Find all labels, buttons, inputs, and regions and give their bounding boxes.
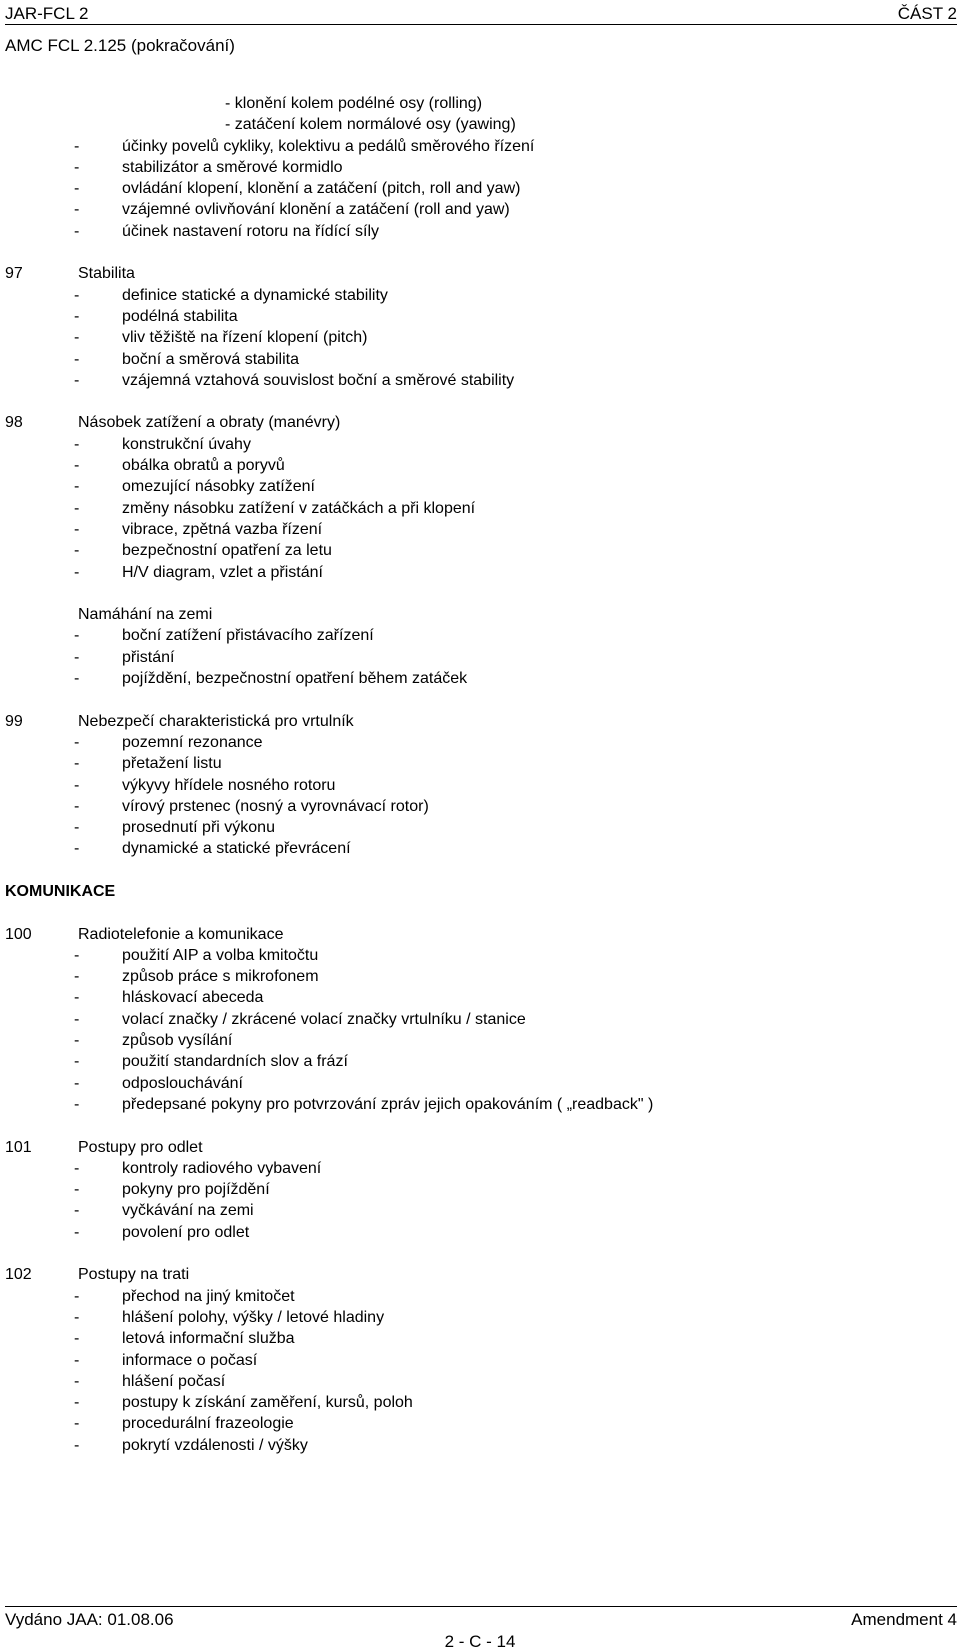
document-body [0,93,960,1456]
item-dash: - [74,371,80,389]
item-dash: - [74,1436,80,1454]
item-dash: - [74,648,80,666]
list-item [0,1009,960,1030]
section-title: Postupy pro odlet [78,1138,203,1156]
item-text: vliv těžiště na řízení klopení (pitch) [122,329,368,347]
list-item [0,349,960,370]
footer-right: Amendment 4 [851,1610,957,1629]
section-number: 100 [5,925,32,943]
item-text: omezující násobky zatížení [122,478,315,496]
item-dash: - [74,307,80,325]
section-heading [0,1137,960,1158]
item-dash: - [74,435,80,453]
item-text: výkyvy hřídele nosného rotoru [122,776,336,794]
list-item [0,498,960,519]
list-item [0,455,960,476]
item-text: vzájemné ovlivňování klonění a zatáčení (roll and yaw) [122,201,510,219]
item-dash: - [74,733,80,751]
item-text: předepsané pokyny pro potvrzování zpráv jejich opakováním ( „readback" ) [122,1095,654,1113]
item-text: procedurální frazeologie [122,1415,294,1433]
item-dash: - [74,776,80,794]
item-dash: - [74,1095,80,1113]
item-text: změny násobku zatížení v zatáčkách a při klopení [122,499,476,517]
list-subitem [0,93,960,114]
header-subtitle: AMC FCL 2.125 (pokračování) [5,36,235,55]
item-text: hláskovací abeceda [122,989,264,1007]
section-heading [0,1264,960,1285]
page-footer [5,1609,957,1631]
item-text: vyčkávání na zemi [122,1202,254,1220]
list-item [0,1222,960,1243]
item-dash: - [74,286,80,304]
list-item [0,987,960,1008]
page-number: 2 - C - 14 [444,1632,516,1650]
item-text: použití AIP a volba kmitočtu [122,946,319,964]
list-item [0,136,960,157]
item-text: účinky povelů cykliky, kolektivu a pedálů směrového řízení [122,137,535,155]
spacer [0,391,960,412]
list-item [0,817,960,838]
item-text: stabilizátor a směrové kormidlo [122,158,343,176]
item-text: prosednutí při výkonu [122,819,275,837]
section-number: 98 [5,414,23,432]
spacer [0,1243,960,1264]
list-item [0,753,960,774]
list-item [0,732,960,753]
item-text: H/V diagram, vzlet a přistání [122,563,323,581]
list-item [0,476,960,497]
item-dash: - [74,946,80,964]
section-number: 101 [5,1138,32,1156]
list-item [0,540,960,561]
section-heading [0,412,960,433]
item-dash: - [74,1010,80,1028]
item-dash: - [74,1415,80,1433]
list-item [0,966,960,987]
subsection-title: Namáhání na zemi [78,606,213,624]
chapter-title: KOMUNIKACE [5,882,116,900]
item-dash: - [74,1202,80,1220]
item-dash: - [74,627,80,645]
item-dash: - [74,478,80,496]
section-number: 102 [5,1266,32,1284]
item-text: přetažení listu [122,755,222,773]
header-right: ČÁST 2 [897,4,957,23]
list-item [0,221,960,242]
list-item [0,327,960,348]
item-text: bezpečnostní opatření za letu [122,542,332,560]
item-text: postupy k získání zaměření, kursů, poloh [122,1394,413,1412]
item-dash: - [74,137,80,155]
item-dash: - [74,755,80,773]
list-item [0,370,960,391]
list-item [0,1413,960,1434]
item-text: účinek nastavení rotoru na řídící síly [122,222,380,240]
list-item [0,668,960,689]
list-item [0,1328,960,1349]
item-text: použití standardních slov a frází [122,1053,348,1071]
item-text: pozemní rezonance [122,733,263,751]
list-item [0,562,960,583]
list-item [0,306,960,327]
item-dash: - [74,1394,80,1412]
item-dash: - [74,350,80,368]
item-text: letová informační služba [122,1330,295,1348]
spacer [0,689,960,710]
item-text: informace o počasí [122,1351,258,1369]
list-item [0,1094,960,1115]
item-dash: - [74,670,80,688]
list-item [0,625,960,646]
item-text: přechod na jiný kmitočet [122,1287,295,1305]
footer-rule [5,1606,957,1607]
header-left: JAR-FCL 2 [5,4,89,23]
list-item [0,1073,960,1094]
item-dash: - [74,819,80,837]
spacer [0,242,960,263]
item-text: vzájemná vztahová souvislost boční a směrové stability [122,371,515,389]
item-text: podélná stabilita [122,307,238,325]
item-dash: - [74,1181,80,1199]
section-heading [0,924,960,945]
item-dash: - [74,222,80,240]
item-text: odposlouchávání [122,1074,243,1092]
list-subitem [0,114,960,135]
list-item [0,519,960,540]
item-text: přistání [122,648,175,666]
item-dash: - [74,499,80,517]
section-number: 99 [5,712,23,730]
item-text: hlášení polohy, výšky / letové hladiny [122,1308,385,1326]
item-dash: - [74,797,80,815]
section-title: Násobek zatížení a obraty (manévry) [78,414,341,432]
spacer [0,902,960,923]
item-dash: - [74,1372,80,1390]
item-text: způsob vysílání [122,1032,233,1050]
list-item [0,1051,960,1072]
list-item [0,285,960,306]
item-text: vírový prstenec (nosný a vyrovnávací rotor) [122,797,429,815]
section-heading [0,263,960,284]
list-item [0,178,960,199]
list-item [0,945,960,966]
item-dash: - [74,1287,80,1305]
item-dash: - [74,1330,80,1348]
item-text: konstrukční úvahy [122,435,251,453]
list-item [0,157,960,178]
item-dash: - [74,1308,80,1326]
list-item [0,775,960,796]
list-item [0,838,960,859]
item-dash: - [74,180,80,198]
item-dash: - [74,563,80,581]
item-text: ovládání klopení, klonění a zatáčení (pitch, roll and yaw) [122,180,521,198]
list-item [0,434,960,455]
list-item [0,1392,960,1413]
item-dash: - [74,1223,80,1241]
item-text: boční a směrová stabilita [122,350,299,368]
item-dash: - [74,520,80,538]
item-text: způsob práce s mikrofonem [122,968,319,986]
list-item [0,1179,960,1200]
list-item [0,1158,960,1179]
section-heading [0,711,960,732]
section-title: Nebezpečí charakteristická pro vrtulník [78,712,354,730]
item-dash: - [74,989,80,1007]
item-text: vibrace, zpětná vazba řízení [122,520,323,538]
item-text: definice statické a dynamické stability [122,286,388,304]
list-item [0,1030,960,1051]
item-dash: - [74,201,80,219]
list-item [0,1200,960,1221]
section-title: Stabilita [78,265,135,283]
spacer [0,583,960,604]
item-dash: - [74,457,80,475]
item-dash: - [74,1159,80,1177]
footer-left: Vydáno JAA: 01.08.06 [5,1610,174,1629]
subitem-text: - klonění kolem podélné osy (rolling) [225,95,483,112]
section-title: Radiotelefonie a komunikace [78,925,284,943]
page-header [5,3,957,25]
item-text: dynamické a statické převrácení [122,840,351,858]
item-dash: - [74,840,80,858]
section-number: 97 [5,265,23,283]
item-dash: - [74,1074,80,1092]
list-item [0,647,960,668]
item-dash: - [74,1351,80,1369]
list-item [0,1350,960,1371]
list-item [0,199,960,220]
item-text: boční zatížení přistávacího zařízení [122,627,374,645]
item-text: obálka obratů a poryvů [122,457,285,475]
spacer [0,860,960,881]
item-text: povolení pro odlet [122,1223,250,1241]
item-text: pokyny pro pojíždění [122,1181,270,1199]
section-title: Postupy na trati [78,1266,190,1284]
item-dash: - [74,158,80,176]
item-text: pokrytí vzdálenosti / výšky [122,1436,308,1454]
list-item [0,1371,960,1392]
list-item [0,1435,960,1456]
subitem-text: - zatáčení kolem normálové osy (yawing) [225,116,516,134]
item-dash: - [74,329,80,347]
chapter-heading [0,881,960,902]
list-item [0,1307,960,1328]
item-dash: - [74,1053,80,1071]
item-text: hlášení počasí [122,1372,226,1390]
item-dash: - [74,542,80,560]
item-dash: - [74,968,80,986]
list-item [0,796,960,817]
item-dash: - [74,1032,80,1050]
spacer [0,1115,960,1136]
item-text: kontroly radiového vybavení [122,1159,322,1177]
subsection-heading [0,604,960,625]
item-text: pojíždění, bezpečnostní opatření během zatáček [122,670,468,688]
list-item [0,1286,960,1307]
item-text: volací značky / zkrácené volací značky vrtulníku / stanice [122,1010,526,1028]
